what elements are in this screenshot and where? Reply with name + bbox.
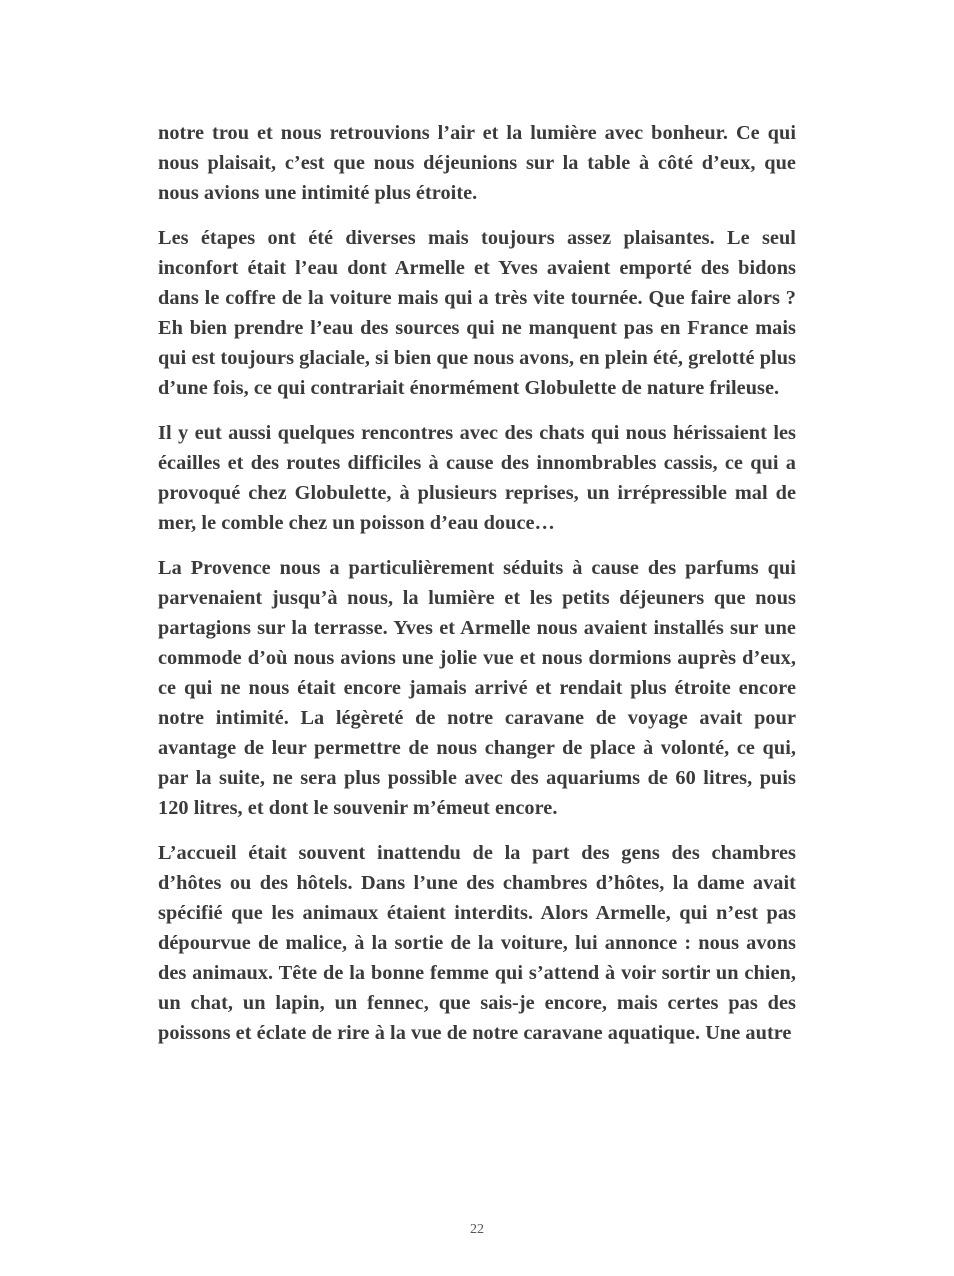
paragraph-1: notre trou et nous retrouvions l’air et la lumière avec bonheur. Ce qui nous plaisait, c’est que nous déjeunions sur la table à côté d’eux, que nous avions une intimité plus étroite.	[158, 122, 796, 204]
paragraph-2: Les étapes ont été diverses mais toujours assez plaisantes. Le seul inconfort était l’eau dont Armelle et Yves avaient emporté des bidons dans le coffre de la voiture mais qui a très vite tournée. Que faire alors ? Eh bien prendre l’eau des sources qui ne manquent pas en France mais qui est toujours glaciale, si bien que nous avons, en plein été, grelotté plus d’une fois, ce qui contrariait énormément Globulette de nature frileuse.	[158, 227, 796, 399]
paragraph-4: La Provence nous a particulièrement séduits à cause des parfums qui parvenaient jusqu’à nous, la lumière et les petits déjeuners que nous partagions sur la terrasse. Yves et Armelle nous avaient installés sur une commode d’où nous avions une jolie vue et nous dormions auprès d’eux, ce qui ne nous était encore jamais arrivé et rendait plus étroite encore notre intimité. La légèreté de notre caravane de voyage avait pour avantage de leur permettre de nous changer de place à volonté, ce qui, par la suite, ne sera plus possible avec des aquariums de 60 litres, puis 120 litres, et dont le souvenir m’émeut encore.	[158, 557, 796, 819]
page-number: 22	[470, 1222, 484, 1237]
paragraph-5: L’accueil était souvent inattendu de la part des gens des chambres d’hôtes ou des hôtels. Dans l’une des chambres d’hôtes, la dame avait spécifié que les animaux étaient interdits. Alors Armelle, qui n’est pas dépourvue de malice, à la sortie de la voiture, lui annonce : nous avons des animaux. Tête de la bonne femme qui s’attend à voir sortir un chien, un chat, un lapin, un fennec, que sais-je encore, mais certes pas des poissons et éclate de rire à la vue de notre caravane aquatique. Une autre	[158, 842, 796, 1044]
paragraph-3: Il y eut aussi quelques rencontres avec des chats qui nous hérissaient les écailles et des routes difficiles à cause des innombrables cassis, ce qui a provoqué chez Globulette, à plusieurs reprises, un irrépressible mal de mer, le comble chez un poisson d’eau douce…	[158, 422, 796, 534]
body-text	[158, 118, 796, 1063]
